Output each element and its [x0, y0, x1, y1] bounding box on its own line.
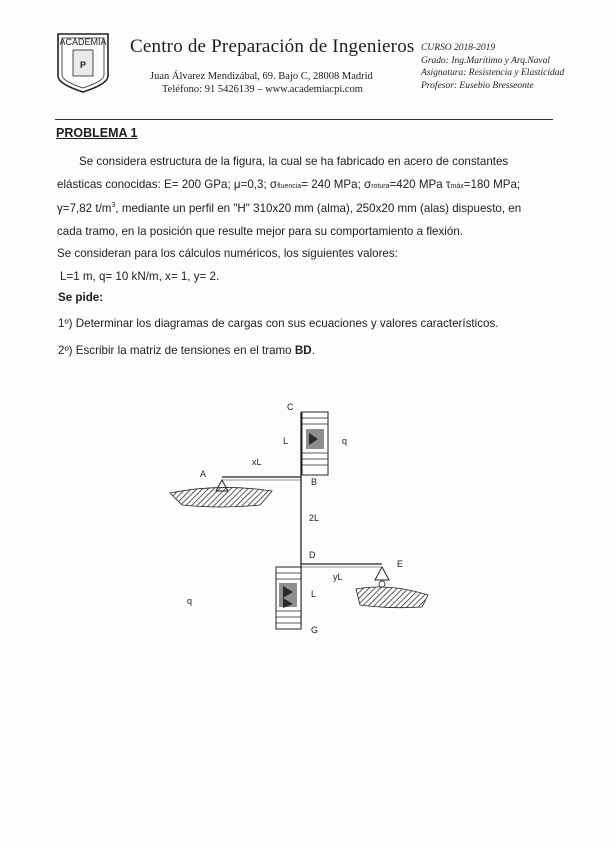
- tau-max-subscript: máx: [450, 182, 464, 190]
- line3-part-a: γ=7,82 t/m: [57, 202, 112, 216]
- problem-heading: PROBLEMA 1: [56, 126, 138, 140]
- logo-text: ACADEMIA: [59, 37, 107, 47]
- academia-logo: [55, 32, 111, 94]
- question-2-segment: BD: [294, 344, 312, 357]
- course-subject: Asignatura: Resistencia y Elasticidad: [421, 68, 565, 78]
- label-q-bottom: q: [187, 596, 193, 606]
- label-L-bottom: L: [311, 589, 317, 599]
- line3-part-b: , mediante un perfil en "H" 310x20 mm (alma), 250x20 mm (alas) dispuesto, en: [115, 202, 522, 216]
- logo-letter: P: [79, 60, 87, 70]
- organization-address: Juan Álvarez Mendizábal, 69. Bajo C, 28008 Madrid: [150, 71, 373, 82]
- sigma-fluencia-subscript: fluencia: [277, 182, 302, 190]
- organization-title: Centro de Preparación de Ingenieros: [130, 36, 415, 57]
- course-info: [421, 42, 564, 92]
- cubic-superscript: 3: [111, 202, 116, 210]
- support-E: [356, 567, 428, 608]
- label-yL: yL: [333, 572, 343, 582]
- course-degree: Grado: Ing.Marítimo y Arq.Naval: [421, 55, 551, 66]
- label-q-top: q: [342, 436, 348, 446]
- statement-line-2: [57, 174, 557, 199]
- line2-part-a: elásticas conocidas: E= 200 GPa; μ=0,3; σ: [57, 177, 278, 191]
- sigma-rotura-subscript: rotura: [371, 182, 390, 190]
- question-2: [58, 344, 315, 357]
- line2-part-b: = 240 MPa; σ: [301, 177, 372, 191]
- label-A: A: [200, 469, 207, 479]
- line2-part-d: =180 MPa;: [463, 177, 521, 191]
- label-2L: 2L: [309, 513, 320, 523]
- label-G: G: [311, 625, 319, 635]
- question-2-end: .: [311, 344, 315, 357]
- label-E: E: [397, 559, 404, 569]
- course-year: CURSO 2018-2019: [421, 43, 496, 53]
- label-D: D: [309, 550, 316, 560]
- header-divider: [55, 119, 553, 120]
- statement-line-4: cada tramo, en la posición que resulte mejor para su comportamiento a flexión.: [57, 224, 463, 238]
- support-A: [170, 480, 272, 507]
- label-B: B: [311, 477, 318, 487]
- question-1: 1º) Determinar los diagramas de cargas con sus ecuaciones y valores característicos.: [58, 317, 499, 330]
- statement-line-1: Se considera estructura de la figura, la cual se ha fabricado en acero de constantes: [79, 155, 509, 168]
- label-C: C: [287, 402, 294, 412]
- label-xL: xL: [252, 457, 262, 467]
- bottom-distributed-load: [276, 567, 301, 629]
- question-2-text: 2º) Escribir la matriz de tensiones en el tramo: [58, 344, 295, 357]
- statement-line-3: [57, 198, 557, 221]
- statement-line-6: L=1 m, q= 10 kN/m, x= 1, y= 2.: [60, 269, 220, 283]
- top-distributed-load: [302, 412, 328, 475]
- course-professor: Profesor: Eusebio Bresseonte: [421, 80, 534, 91]
- line2-part-c: =420 MPa τ: [389, 177, 451, 191]
- structure-figure: [160, 395, 450, 645]
- problem-statement: [57, 151, 557, 289]
- se-pide-label: Se pide:: [58, 291, 104, 304]
- organization-phone: Teléfono: 91 5426139 – www.academiacpi.com: [162, 84, 363, 95]
- statement-line-5: Se consideran para los cálculos numéricos, los siguientes valores:: [57, 247, 398, 261]
- label-L-top: L: [283, 436, 289, 446]
